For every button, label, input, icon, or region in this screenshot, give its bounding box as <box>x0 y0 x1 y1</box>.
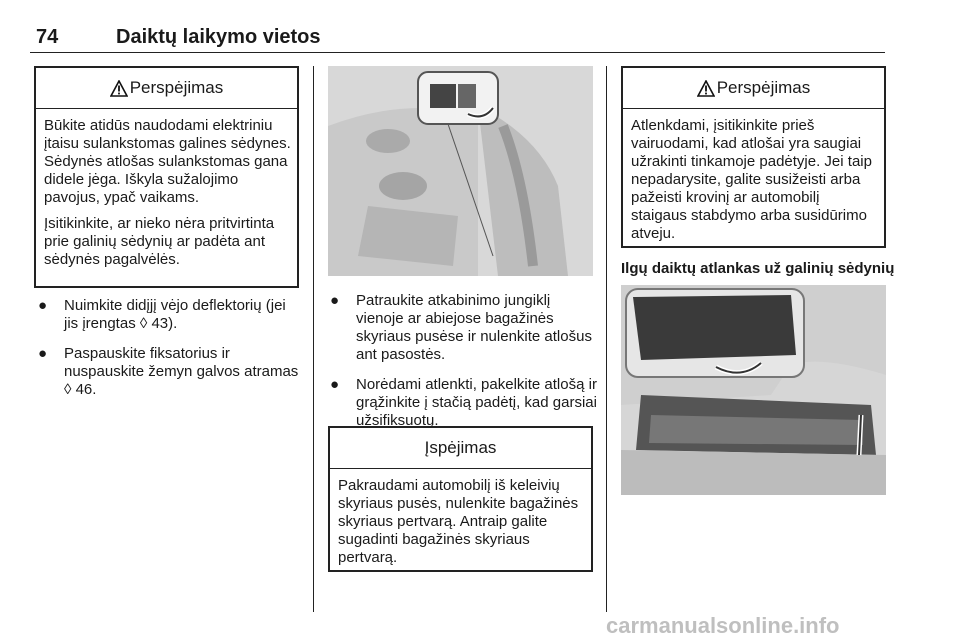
list-item: ● Nuimkite didįjį vėjo deflektorių (jei jis įrengtas ◊ 43). <box>38 297 286 332</box>
column-divider-1 <box>313 66 314 612</box>
warning-triangle-icon <box>697 80 715 97</box>
warning-triangle-icon <box>110 80 128 97</box>
warning-box-right <box>621 66 886 248</box>
list-item: ● Paspauskite fiksatorius ir nuspauskite žemyn galvos atramas ◊ 46. <box>38 345 299 398</box>
notice-box-title: Įspėjimas <box>424 438 497 457</box>
warning-paragraph: Atlenkdami, įsitikinkite prieš vairuodami, kad atlošai yra saugiai užrakinti tinkamoje padėtyje. Jei taip nepadarysite, galite susižeisti arba pažeisti krovinį ar automobilį staigaus stabdymo arba susidūrimo atveju. <box>631 117 872 242</box>
warning-box-title: Perspėjimas <box>716 78 811 97</box>
warning-box-header <box>623 68 884 109</box>
page-title: Daiktų laikymo vietos <box>116 26 321 48</box>
list-item: ● Norėdami atlenkti, pakelkite atlošą ir grąžinkite į stačią padėtį, kad garsiai užsifiksuotų. <box>330 376 597 429</box>
seat-release-illustration <box>328 66 593 276</box>
bullet-list-left <box>30 297 302 411</box>
warning-paragraph: Būkite atidūs naudodami elektriniu įtaisu sulankstomas galines sėdynes. Sėdynės atlošas sulankstomas gana didele jėga. Iškyla sužalojimo pavojus, ypač vaikams. <box>44 117 291 206</box>
warning-box-left <box>34 66 299 288</box>
notice-paragraph: Pakraudami automobilį iš keleivių skyriaus pusės, nulenkite bagažinės skyriaus pertvarą. Antraip galite sugadinti bagažinės skyriaus pertvarą. <box>338 477 579 566</box>
warning-box-title: Perspėjimas <box>129 78 224 97</box>
section-subheading: Ilgų daiktų atlankas už galinių sėdynių <box>621 260 895 277</box>
bullet-list-middle <box>322 292 598 442</box>
pass-through-illustration <box>621 285 886 495</box>
notice-box-header <box>330 428 591 469</box>
list-item: ● Patraukite atkabinimo jungiklį vienoje ar abiejose bagažinės skyriaus pusėse ir nulenkite atlošus ant pasostės. <box>330 292 592 363</box>
warning-box-header <box>36 68 297 109</box>
warning-paragraph: Įsitikinkite, ar nieko nėra pritvirtinta prie galinių sėdynių ar padėta ant sėdynės pagalvėlės. <box>44 215 275 268</box>
page-header <box>30 22 885 53</box>
notice-box <box>328 426 593 572</box>
watermark: carmanualsonline.info <box>606 613 840 638</box>
column-divider-2 <box>606 66 607 612</box>
page-number: 74 <box>36 26 59 48</box>
